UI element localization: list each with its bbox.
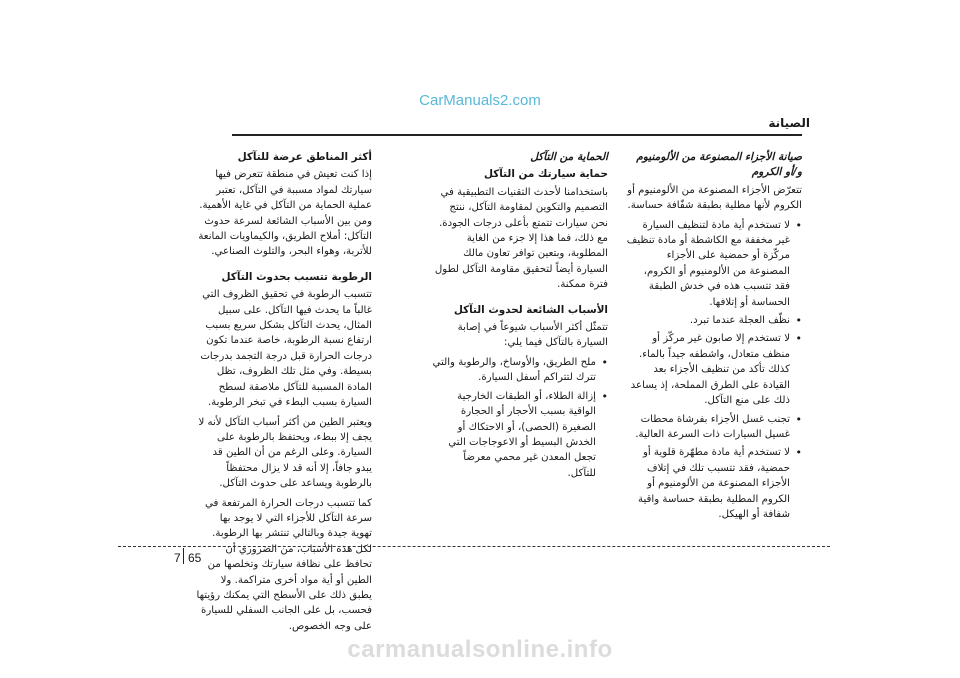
paragraph: تتسبب الرطوبة في تحقيق الظروف التي غالباً ما يحدث فيها التآكل. على سبيل المثال، يحدث التآكل بشكل سريع بسبب ارتفاع نسبة الرطوبة، خاصة عندما تكون درجات الحرارة قبل درجة التجمد بدرجات بسيطة. وفي مثل تلك الظروف، تظل المادة المسببة للتآكل ملاصقة لسطح السيارة بسبب البطء في تبخر الرطوبة.: [200, 289, 372, 409]
section-title: الصيانة: [768, 116, 810, 130]
bullet-list: [626, 218, 802, 523]
watermark-top: CarManuals2.com: [419, 92, 541, 109]
list-item: • لا تستخدم أية مادة لتنظيف السيارة غير مخففة مع الكاشطة أو مادة تنظيف مركّزة أو حمضية على الأجزاء المصنوعة من الألومنيوم أو الكروم، فقد تتسبب هذه في خدش الطبقة الحساسة أو إتلافها.: [626, 218, 802, 310]
column-right: [626, 150, 802, 525]
list-item: • لا تستخدم إلا صابون غير مركّز أو منظف متعادل، واشطفه جيداً بالماء. كذلك تأكد من تنظيف الأجزاء بعد القيادة على الطرق المملحة، إذ يساعد ذلك على منع التآكل.: [626, 331, 802, 408]
column-middle: [432, 150, 608, 484]
subheading: الرطوبة تتسبب بحدوث التآكل: [221, 270, 372, 283]
watermark-bottom: carmanualsonline.info: [347, 636, 613, 663]
bullet-list: [432, 355, 608, 481]
list-item: • ملح الطريق، والأوساخ، والرطوبة والتي تترك لتتراكم أسفل السيارة.: [432, 355, 608, 386]
chapter-number: 7: [174, 551, 181, 565]
list-item: • إزالة الطلاء، أو الطبقات الخارجية الواقية بسبب الأحجار أو الحجارة الصغيرة (الحصى)، أو الاحتكاك أو الخدش البسيط أو الاعوجاجات التي تجعل المعدن غير محمي معرضاً للتآكل.: [432, 389, 608, 481]
list-item: • نظّف العجلة عندما تبرد.: [626, 313, 802, 328]
list-item: • تجنب غسل الأجزاء بفرشاة محطات غسيل السيارات ذات السرعة العالية.: [626, 412, 802, 443]
paragraph: تتمثّل أكثر الأسباب شيوعاً في إصابة السيارة بالتآكل فيما يلي:: [457, 322, 608, 349]
paragraph: ويعتبر الطين من أكثر أسباب التآكل لأنه لا يجف إلا ببطء، ويحتفظ بالرطوبة على السيارة. وعلى الرغم من أن الطين قد يبدو جافاً، إلا أنه قد لا يزال محتفظاً بالرطوبة ويساعد على حدوث التآكل.: [198, 416, 372, 490]
list-item: • لا تستخدم أية مادة مطهّرة قلوية أو حمضية، فقد تتسبب تلك في إتلاف الأجزاء المصنوعة من الألومنيوم أو الكروم المطلية بطبقة حساسة واقية شفافة أو الهيكل.: [626, 445, 802, 522]
paragraph: إذا كنت تعيش في منطقة تتعرض فيها سيارتك لمواد مسببة في التآكل، تعتبر عملية الحماية من التآكل في غاية الأهمية. ومن بين الأسباب الشائعة لسرعة حدوث التآكل: أملاح الطريق، والكيماويات المانعة للأتربة، وهواء البحر، والتلوث الصناعي.: [198, 169, 372, 258]
page-number-divider: [183, 548, 184, 564]
heading-aluminum-chrome: صيانة الأجزاء المصنوعة من الألومنيوم و/أو الكروم: [636, 151, 802, 179]
subheading: حماية سيارتك من التآكل: [483, 168, 608, 181]
page-number: 65: [188, 551, 202, 565]
subheading: الأسباب الشائعة لحدوث التآكل: [453, 303, 608, 316]
paragraph: تتعرّض الأجزاء المصنوعة من الألومنيوم أو الكروم لأنها مطلية بطبقة شفّافة حساسة.: [627, 184, 802, 212]
header-rule: [232, 134, 802, 136]
column-left: [196, 150, 372, 638]
footer-rule: [118, 546, 830, 547]
heading-corrosion-protection: الحماية من التآكل: [530, 151, 608, 163]
heading-corrosion-areas: أكثر المناطق عرضة للتآكل: [237, 151, 372, 163]
paragraph: باستخدامنا لأحدث التقنيات التطبيقية في التصميم والتكوين لمقاومة التآكل، ننتج نحن سيارات تتمتع بأعلى درجات الجودة. مع ذلك، فما هذا إلا جزء من الغاية المطلوبة، وبتعين توافر تعاون مالك السيارة أيضاً لتحقيق مقاومة التآكل لطول فترة ممكنة.: [434, 186, 608, 291]
paragraph: كما تتسبب درجات الحرارة المرتفعة في سرعة التآكل للأجزاء التي لا يوجد بها تهوية جيدة وبالتالي تنتشر بها الرطوبة. لكل هذه الأسباب، من الضروري أن تحافظ على نظافة سيارتك وتخلصها من الطين أو أية مواد أخرى متراكمة. ولا يطبق ذلك على الأسطح التي يمكنك رؤيتها فحسب، بل على الجانب السفلي للسيارة على وجه الخصوص.: [196, 497, 372, 632]
